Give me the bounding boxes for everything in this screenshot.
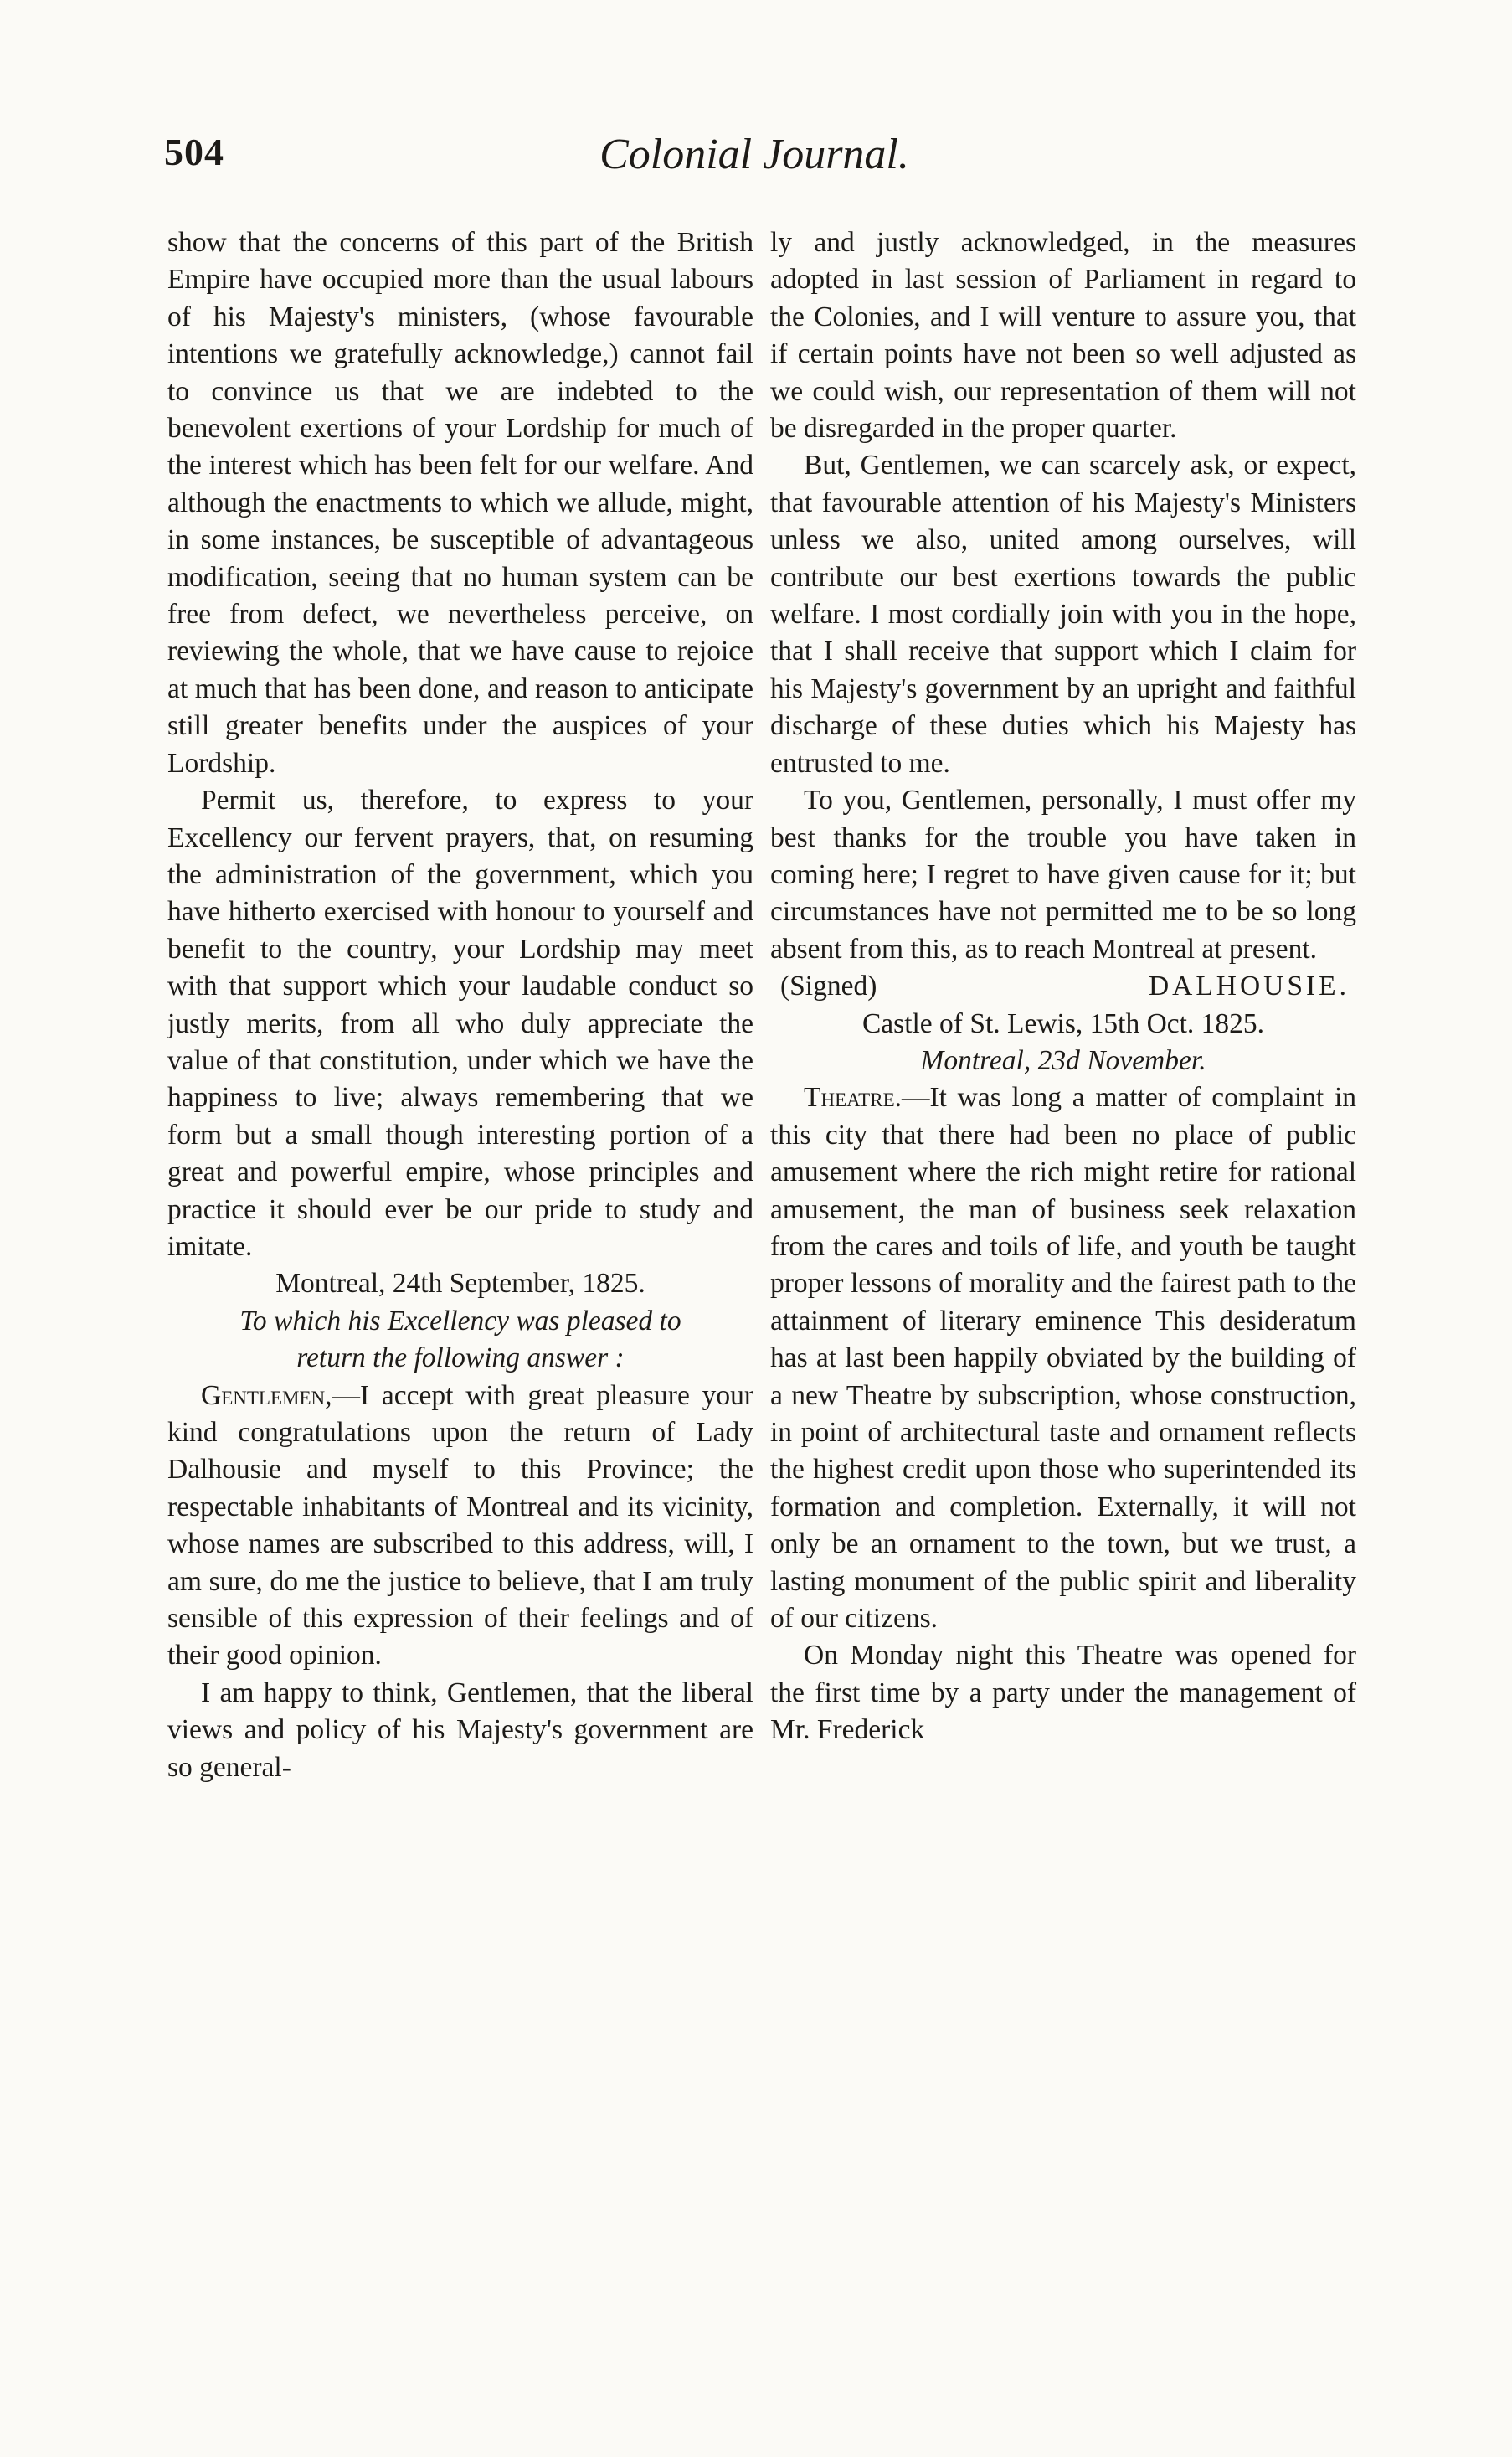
paragraph: Permit us, therefore, to express to your Excellency our fervent prayers, that, on resuming the administration of the government, which you have hitherto exercised with honour to yourself and benefit to the country, your Lordship may meet with that support which your laudable conduct so justly merits, from all who duly appreciate the value of that constitution, under which we have the happiness to live; always remembering that we form but a small though interesting portion of a great and powerful empire, whose principles and practice it should ever be our pride to study and imitate. xyxy=(167,785,753,1262)
paragraph: show that the concerns of this part of the British Empire have occupied more than the usual labours of his Majesty's ministers, (whose favourable intentions we gratefully acknowledge,) cannot fail to convince us that we are indebted to the benevolent exertions of your Lordship for much of the interest which has been felt for our welfare. And although the enactments to which we allude, might, in some instances, be susceptible of advantageous modification, seeing that no human system can be free from defect, we nevertheless perceive, on reviewing the whole, that we have cause to rejoice at much that has been done, and reason to anticipate still greater benefits under the auspices of your Lordship. xyxy=(167,227,753,779)
paragraph: But, Gentlemen, we can scarcely ask, or expect, that favourable attention of his Majesty's Ministers unless we also, united among ourselves, will contribute our best exertions towards the public welfare. I most cordially join with you in the hope, that I shall receive that support which I claim for his Majesty's government by an upright and faithful discharge of these duties which his Majesty has entrusted to me. xyxy=(770,450,1356,779)
paragraph: On Monday night this Theatre was opened for the first time by a party under the management of Mr. Frederick xyxy=(770,1640,1356,1746)
section-heading: Theatre. xyxy=(804,1082,902,1114)
right-column xyxy=(770,224,1356,1749)
dateline: Montreal, 23d November. xyxy=(920,1044,1206,1076)
signed-label: (Signed) xyxy=(780,971,877,1002)
paragraph: ly and justly acknowledged, in the measures adopted in last session of Parliament in regard to the Colonies, and I will venture to assure you, that if certain points have not been so well adjusted as we could wish, our representation of them will not be disregarded in the proper quarter. xyxy=(770,227,1356,445)
paragraph xyxy=(167,1378,753,1675)
place-date: Castle of St. Lewis, 15th Oct. 1825. xyxy=(861,1007,1265,1039)
paragraph-text: —It was long a matter of complaint in this city that there had been no place of public amusement where the rich might retire for rational amusement, the man of business seek relaxation from the cares and toils of life, and youth be taught proper lessons of morality and the fairest path to the attainment of literary eminence This desideratum has at last been happily obviated by the building of a new Theatre by subscription, whose construction, in point of architectural taste and ornament reflects the highest credit upon those who superintended its formation and completion. Externally, it will not only be an ornament to the town, but we trust, a lasting monument of the public spirit and liberality of our citizens. xyxy=(770,1082,1356,1635)
answer-intro-line-1: To which his Excellency was pleased to xyxy=(239,1305,681,1337)
paragraph-text: —I accept with great pleasure your kind congratulations upon the return of Lady Dalhousie and myself to this Province; the respectable inhabitants of Montreal and its vicinity, whose names are subscribed to this address, will, I am sure, do me the justice to believe, that I am truly sensible of this expression of their feelings and of their good opinion. xyxy=(167,1379,753,1671)
page-number: 504 xyxy=(164,131,224,173)
page-header xyxy=(164,130,1345,188)
paragraph: I am happy to think, Gentlemen, that the liberal views and policy of his Majesty's government are so general- xyxy=(167,1677,753,1783)
paragraph xyxy=(770,1079,1356,1637)
left-column xyxy=(167,224,753,1786)
running-title: Colonial Journal. xyxy=(599,131,909,178)
salutation: Gentlemen, xyxy=(201,1379,332,1411)
dateline: Montreal, 24th September, 1825. xyxy=(275,1268,645,1300)
answer-intro-line-2: return the following answer : xyxy=(296,1342,625,1374)
signature-line xyxy=(770,968,1356,1005)
signature-name: DALHOUSIE. xyxy=(1148,971,1350,1002)
paragraph: To you, Gentlemen, personally, I must offer my best thanks for the trouble you have taken in coming here; I regret to have given cause for it; but circumstances have not permitted me to be so long absent from this, as to reach Montreal at present. xyxy=(770,785,1356,965)
